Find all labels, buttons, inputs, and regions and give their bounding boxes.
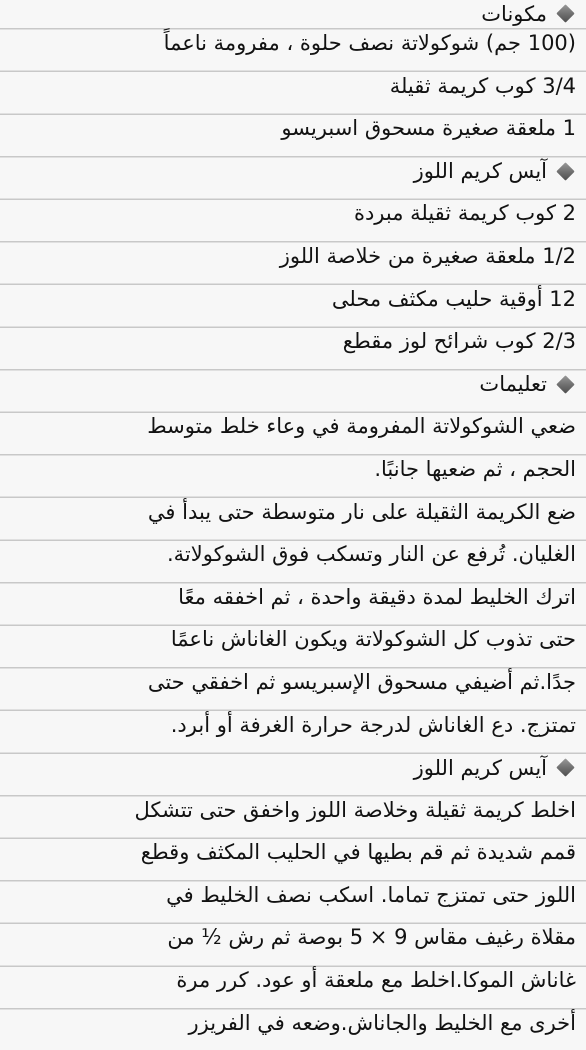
- note-line-text: 2/3 كوب شرائح لوز مقطع: [342, 329, 576, 354]
- section-heading-text: تعليمات: [479, 372, 547, 397]
- note-line: [10, 28, 576, 71]
- note-line: [10, 667, 576, 710]
- note-line-text: مقلاة رغيف مقاس 9 × 5 بوصة ثم رش ½ من: [167, 925, 576, 950]
- section-heading: [10, 369, 576, 412]
- section-heading-text: آيس كريم اللوز: [413, 755, 547, 780]
- note-line: [10, 965, 576, 1008]
- section-heading: [10, 156, 576, 199]
- diamond-bullet-icon: [556, 758, 574, 776]
- note-line: [10, 326, 576, 369]
- note-line: [10, 71, 576, 114]
- note-line: [10, 497, 576, 540]
- note-line-text: الحجم ، ثم ضعيها جانبًا.: [374, 456, 576, 481]
- section-heading-text: آيس كريم اللوز: [413, 159, 547, 184]
- note-line: [10, 1008, 576, 1050]
- diamond-bullet-icon: [556, 4, 574, 22]
- note-line: [10, 411, 576, 454]
- note-line: [10, 710, 576, 753]
- diamond-bullet-icon: [556, 375, 574, 393]
- section-heading-text: مكونات: [481, 1, 547, 26]
- note-line-text: تمتزج. دع الغاناش لدرجة حرارة الغرفة أو أبرد.: [170, 712, 576, 737]
- note-line: [10, 624, 576, 667]
- note-line: [10, 539, 576, 582]
- note-line-text: حتى تذوب كل الشوكولاتة ويكون الغاناش ناعمًا: [170, 627, 576, 652]
- note-line: [10, 837, 576, 880]
- note-line-text: غاناش الموكا.اخلط مع ملعقة أو عود. كرر مرة: [176, 968, 576, 993]
- note-line: [10, 795, 576, 838]
- note-line-text: أخرى مع الخليط والجاناش.وضعه في الفريزر: [188, 1010, 576, 1035]
- note-line-text: اخلط كريمة ثقيلة وخلاصة اللوز واخفق حتى تتشكل: [134, 797, 576, 822]
- note-line: [10, 582, 576, 625]
- section-heading: [10, 0, 576, 28]
- section-heading: [10, 752, 576, 795]
- note-line-text: 1 ملعقة صغيرة مسحوق اسبريسو: [281, 116, 576, 141]
- note-line: [10, 198, 576, 241]
- section-heading-content: [479, 369, 576, 399]
- note-line-text: 12 أوقية حليب مكثف محلى: [331, 286, 576, 311]
- note-line: [10, 922, 576, 965]
- note-line: [10, 241, 576, 284]
- note-line: [10, 454, 576, 497]
- note-line: [10, 284, 576, 327]
- note-line-text: اترك الخليط لمدة دقيقة واحدة ، ثم اخفقه معًا: [178, 584, 576, 609]
- note-line-text: جدًا.ثم أضيفي مسحوق الإسبريسو ثم اخفقي حتى: [147, 669, 576, 694]
- section-heading-content: [481, 1, 576, 27]
- note-line-text: 3/4 كوب كريمة ثقيلة: [389, 73, 576, 98]
- note-line-text: ضع الكريمة الثقيلة على نار متوسطة حتى يبدأ في: [147, 499, 576, 524]
- note-line-text: 2 كوب كريمة ثقيلة مبردة: [353, 201, 576, 226]
- note-line: [10, 880, 576, 923]
- section-heading-content: [414, 753, 576, 783]
- note-line-text: 1/2 ملعقة صغيرة من خلاصة اللوز: [279, 243, 576, 268]
- section-heading-content: [414, 156, 576, 186]
- note-line-text: قمم شديدة ثم قم بطيها في الحليب المكثف وقطع: [140, 840, 576, 865]
- note-line-text: الغليان. تُرفع عن النار وتسكب فوق الشوكولاتة.: [166, 542, 576, 567]
- note-line: [10, 113, 576, 156]
- diamond-bullet-icon: [556, 162, 574, 180]
- note-line-text: (100 جم) شوكولاتة نصف حلوة ، مفرومة ناعماً: [163, 31, 576, 55]
- note-line-text: ضعي الشوكولاتة المفرومة في وعاء خلط متوسط: [147, 414, 576, 439]
- note-line-text: اللوز حتى تمتزج تماما. اسكب نصف الخليط في: [166, 882, 576, 907]
